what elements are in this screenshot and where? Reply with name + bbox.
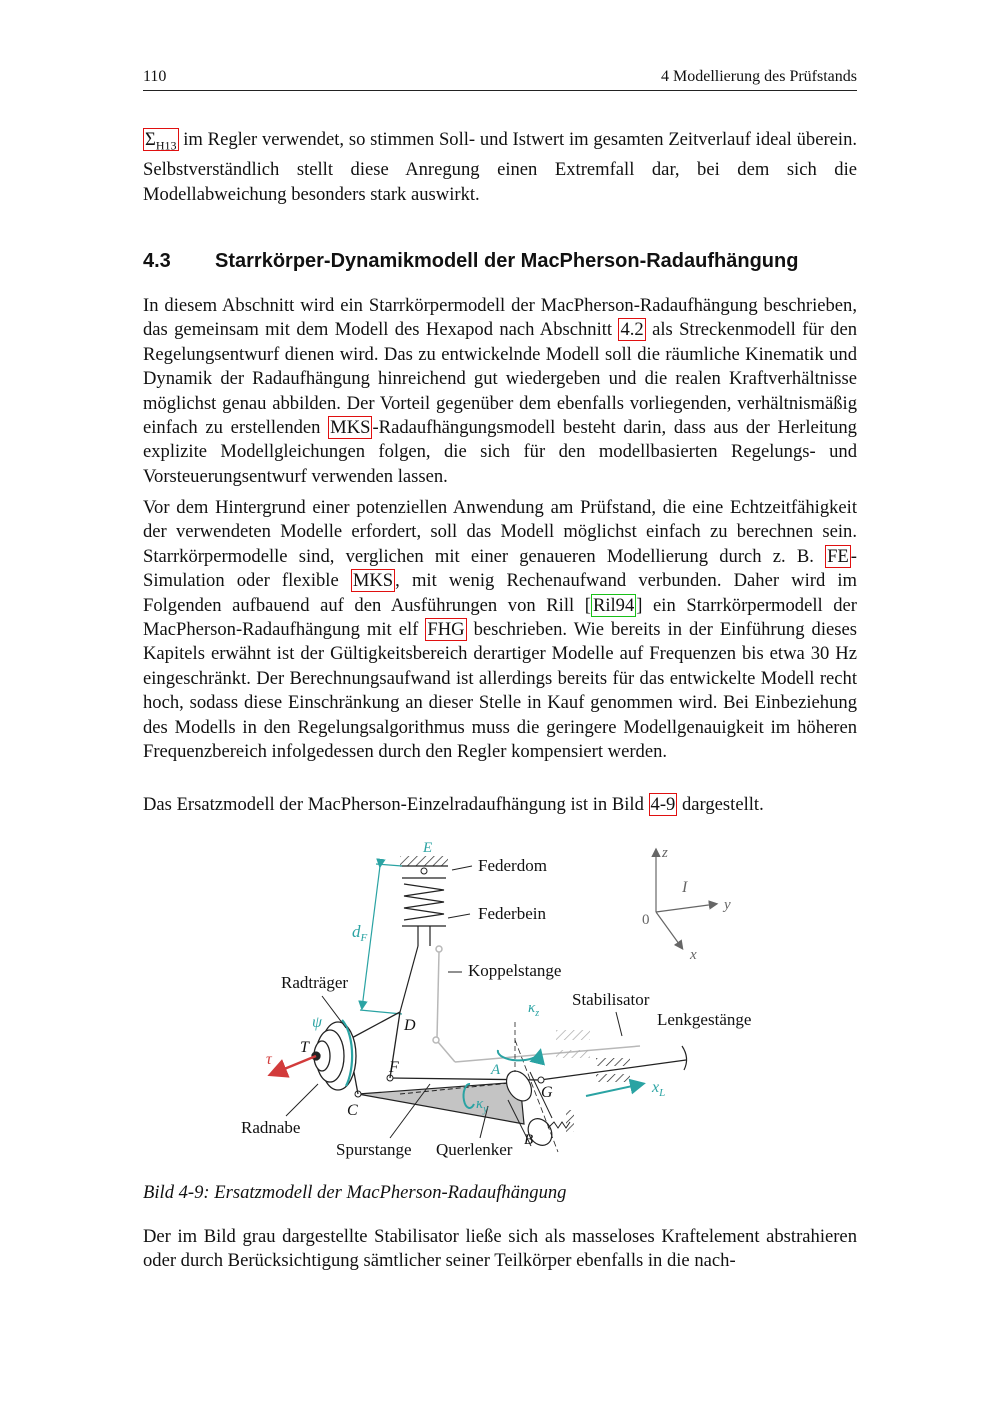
label-spurstange: Spurstange bbox=[336, 1140, 412, 1159]
ref-fe-link[interactable]: FE bbox=[827, 545, 849, 567]
label-df: $d_F$ bbox=[352, 922, 368, 944]
paragraph-4 bbox=[143, 1225, 857, 1274]
querlenker bbox=[358, 1082, 524, 1124]
tau-arrow bbox=[272, 1056, 316, 1074]
label-c: C bbox=[347, 1102, 358, 1119]
section-title: Starrkörper-Dynamikmodell der MacPherson-Radaufhängung bbox=[215, 250, 799, 272]
caption-label: Bild 4-9 bbox=[143, 1182, 204, 1203]
p2-text-d: ] ein Starrkörpermodell der MacPherson-Radaufhängung mit elf bbox=[143, 594, 857, 641]
xl-arrow bbox=[586, 1084, 642, 1096]
chapter-title: 4 Modellierung des Prüfstands bbox=[661, 68, 857, 85]
intro-text-2: überein. Selbstverständlich stellt diese Anregung einen Extremfall dar, bei dem sich die Modellabweichung besonders stark auswirkt. bbox=[143, 129, 858, 205]
p1-text-c: -Radaufhängungsmodell besteht darin, dass aus der Herleitung explizite Modellgleichungen folgen, die sich für den modellbasierten Regelungs- und Vorsteuerungsentwurf verwenden lassen. bbox=[143, 417, 857, 487]
p2-text-b: -Simulation oder flexible bbox=[143, 545, 857, 592]
p2-text-a: Vor dem Hintergrund einer potenziellen Anwendung am Prüfstand, die eine Echtzeitfähigkeit der verwendeten Modelle erfordert, soll das Modell möglichst einfach zu berechnen sein. Starrkörpermodelle sind, verglichen mit einer genaueren Modellierung durch z. B. bbox=[143, 497, 857, 567]
label-b: B bbox=[524, 1132, 534, 1148]
p4-text: Der im Bild grau dargestellte Stabilisator ließe sich als masseloses Kraftelement abstrahieren oder durch Berücksichtigung sämtlicher seiner Teilkörper ebenfalls in die nach- bbox=[143, 1226, 857, 1272]
label-x: x bbox=[690, 947, 697, 963]
label-koppelstange: Koppelstange bbox=[468, 961, 562, 980]
label-f: F bbox=[389, 1059, 399, 1076]
label-radnabe: Radnabe bbox=[241, 1118, 301, 1137]
point-e bbox=[421, 868, 427, 874]
label-radtraeger: Radträger bbox=[281, 973, 349, 992]
page-number: 110 bbox=[143, 68, 167, 85]
label-z: z bbox=[662, 845, 668, 861]
label-psi: ψ bbox=[312, 1014, 322, 1031]
label-y: y bbox=[724, 897, 731, 913]
label-origin: 0 bbox=[642, 912, 650, 928]
ref-mks-link[interactable]: MKS bbox=[330, 417, 371, 439]
label-t: T bbox=[300, 1039, 309, 1056]
ref-figure-link[interactable]: 4-9 bbox=[650, 794, 676, 815]
p1-text-b: als Streckenmodell für den Regelungsentwurf dienen wird. Das zu entwickelnde Modell soll die räumliche Kinematik und Dynamik der Radaufhängung hinreichend gut wiedergeben und die realen Kraftverhältnisse möglichst genau abbilden. Der Vorteil gegenüber dem ebenfalls vorliegenden, verhältnismäßig einfach zu erstellenden bbox=[143, 319, 858, 439]
label-lenkgestaenge: Lenkgestänge bbox=[657, 1010, 752, 1029]
sigma-subscript: H13 bbox=[155, 138, 177, 153]
label-d: D bbox=[404, 1017, 416, 1034]
label-tau: τ bbox=[266, 1051, 272, 1068]
label-e: E bbox=[423, 840, 433, 856]
ref-cite-link[interactable]: Ril94 bbox=[592, 594, 635, 616]
point-g bbox=[538, 1077, 544, 1083]
caption-text: : Ersatzmodell der MacPherson-Radaufhängung bbox=[203, 1182, 567, 1203]
label-kappa-z: $\kappa_z$ bbox=[528, 1000, 540, 1019]
label-i: I bbox=[682, 879, 688, 896]
label-a: A bbox=[491, 1062, 501, 1078]
section-number: 4.3 bbox=[143, 250, 171, 272]
label-kappa-y: $\kappa_y$ bbox=[476, 1096, 488, 1115]
p3-text-a: Das Ersatzmodell der MacPherson-Einzelradaufhängung ist in Bild bbox=[143, 794, 649, 815]
figure-caption bbox=[143, 1182, 566, 1204]
label-federdom: Federdom bbox=[478, 856, 547, 875]
p2-text-c: , mit wenig Rechenaufwand verbunden. Daher wird im Folgenden aufbauend auf den Ausführungen von Rill [ bbox=[143, 570, 857, 616]
label-querlenker: Querlenker bbox=[436, 1140, 513, 1159]
p3-text-b: dargestellt. bbox=[677, 794, 764, 815]
label-g: G bbox=[541, 1084, 553, 1101]
radtraeger bbox=[312, 1012, 400, 1094]
label-xl: $x_L$ bbox=[652, 1079, 666, 1099]
ref-section-link[interactable]: 4.2 bbox=[620, 319, 644, 341]
label-stabilisator: Stabilisator bbox=[572, 990, 650, 1009]
stabilisator-mount bbox=[556, 1030, 590, 1040]
label-federbein: Federbein bbox=[478, 904, 546, 923]
federbein-spring bbox=[400, 878, 446, 1012]
ref-mks-link-2[interactable]: MKS bbox=[352, 570, 394, 592]
ref-fhg-link[interactable]: FHG bbox=[427, 619, 465, 641]
p1-text-a: In diesem Abschnitt wird ein Starrkörpermodell der MacPherson-Radaufhängung beschrieben, das gemeinsam mit dem Modell des Hexapod nach Abschnitt bbox=[143, 295, 857, 341]
federdom-mount bbox=[400, 856, 448, 866]
p2-text-e: beschrieben. Wie bereits in der Einführung dieses Kapitels erwähnt ist der Gültigkeitsbereich derartiger Modelle auf Frequenzen bis etwa 30 Hz eingeschränkt. Der Berechnungsaufwand ist allerdings bereits für das entwickelte Modell recht hoch, sodass diese Einschränkung an dieser Stelle in Kauf genommen wird. Bei Einbeziehung des Modells in den Regelungsalgorithmus muss die geringere Modellgenauigkeit im höheren Frequenzbereich infolgedessen durch den Regler kompensiert werden. bbox=[143, 619, 857, 763]
intro-text-1: im Regler verwendet, so stimmen Soll- und Istwert im gesamten Zeitverlauf ideal bbox=[178, 129, 792, 150]
sigma-symbol: Σ bbox=[145, 129, 156, 150]
coordinate-system bbox=[656, 850, 716, 948]
